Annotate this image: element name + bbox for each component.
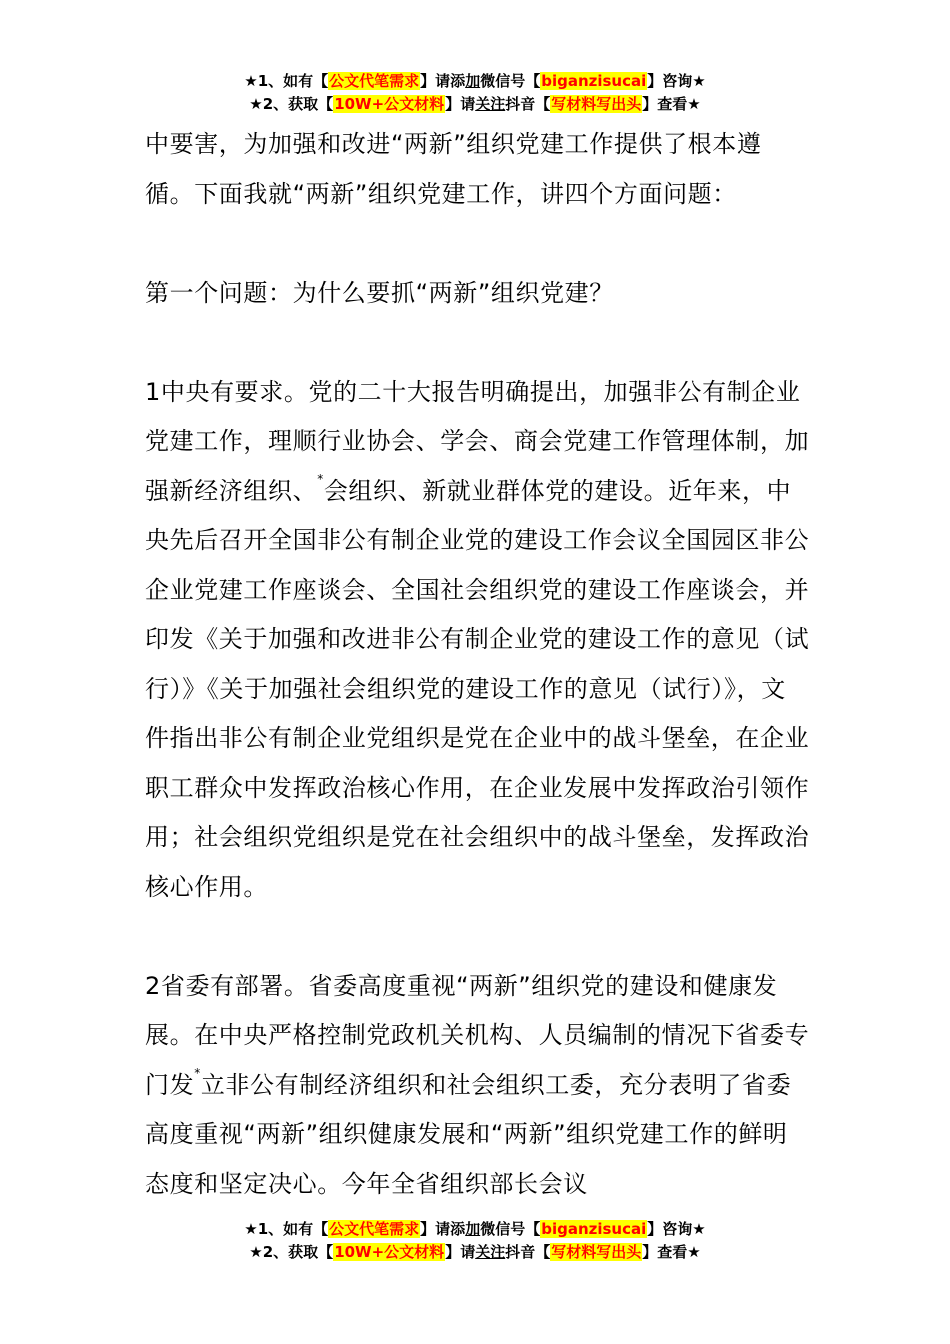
banner-line-2: ★2、获取【10W+公文材料】请关注抖音【写材料写出头】查看★: [249, 1243, 701, 1261]
paragraph-central-requirements: 1中央有要求。党的二十大报告明确提出，加强非公有制企业党建工作，理顺行业协会、学会、商会党建工作管理体制，加强新经济组织、*会组织、新就业群体党的建设。近年来，中央先后召开全国非公有制企业党的建设工作会议全国园区非公企业党建工作座谈会、全国社会组织党的建设工作座谈会，并印发《关于加强和改进非公有制企业党的建设工作的意见（试行）》《关于加强社会组织党的建设工作的意见（试行）》，文件指出非公有制企业党组织是党在企业中的战斗堡垒，在企业职工群众中发挥政治核心作用，在企业发展中发挥政治引领作用；社会组织党组织是党在社会组织中的战斗堡垒，发挥政治核心作用。: [145, 377, 810, 901]
banner-line-2: ★2、获取【10W+公文材料】请关注抖音【写材料写出头】查看★: [249, 95, 701, 113]
highlight-materials: 10W+公文材料: [334, 1243, 445, 1261]
footer-banner: [0, 1218, 950, 1264]
highlight-wechat-id: biganzisucai: [541, 1220, 647, 1238]
highlight-douyin: 写材料写出头: [551, 95, 642, 113]
highlight-materials: 10W+公文材料: [334, 95, 445, 113]
banner-line-1: ★1、如有【公文代笔需求】请添加微信号【biganzisucai】咨询★: [244, 72, 706, 90]
document-body: [145, 120, 810, 1209]
paragraph-intro: 中要害，为加强和改进“两新”组织党建工作提供了根本遵循。下面我就“两新”组织党建工作，讲四个方面问题：: [145, 130, 762, 208]
highlight-douyin: 写材料写出头: [551, 1243, 642, 1261]
section-heading: 第一个问题：为什么要抓“两新”组织党建？: [145, 278, 614, 307]
highlight-service: 公文代笔需求: [329, 72, 420, 90]
paragraph-provincial-deployment: 2省委有部署。省委高度重视“两新”组织党的建设和健康发展。在中央严格控制党政机关机构、人员编制的情况下省委专门发*立非公有制经济组织和社会组织工委，充分表明了省委高度重视“两新”组织健康发展和“两新”组织党建工作的鲜明态度和坚定决心。今年全省组织部长会议: [145, 971, 810, 1198]
highlight-wechat-id: biganzisucai: [541, 72, 647, 90]
highlight-service: 公文代笔需求: [329, 1220, 420, 1238]
banner-line-1: ★1、如有【公文代笔需求】请添加微信号【biganzisucai】咨询★: [244, 1220, 706, 1238]
header-banner: [0, 70, 950, 116]
